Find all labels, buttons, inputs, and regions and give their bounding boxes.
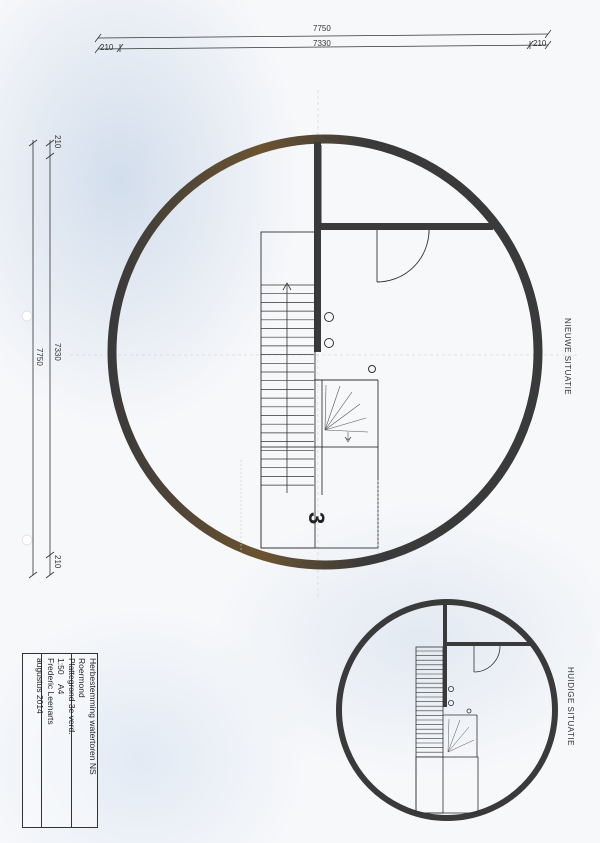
dim-left-total: 7750 xyxy=(35,348,44,366)
pipe-circle xyxy=(369,366,376,373)
current-situation-plan xyxy=(339,602,555,818)
title-scale-format xyxy=(56,658,67,826)
pipe-circle xyxy=(325,339,334,348)
label-new-situation: NIEUWE SITUATIE xyxy=(563,318,572,396)
title-location: Roermond xyxy=(77,658,88,698)
dim-top-inner: 7330 xyxy=(313,39,331,48)
dim-left-bottom-wall: 210 xyxy=(53,555,62,569)
punch-hole-bottom xyxy=(22,535,32,545)
dim-left-inner: 7330 xyxy=(53,343,62,361)
title-author: Frederic Leenarts xyxy=(45,658,56,725)
dim-top-total: 7750 xyxy=(313,24,331,33)
pipe-circle xyxy=(325,313,334,322)
title-scale: 1:50 xyxy=(56,658,67,675)
label-current-situation: HUIDIGE SITUATIE xyxy=(566,667,575,746)
new-situation-plan xyxy=(70,90,580,600)
dim-top-left-wall: 210 xyxy=(100,43,114,52)
dim-left-top-wall: 210 xyxy=(53,135,62,149)
title-project: Herbestemming watertoren NS xyxy=(88,658,98,775)
title-format: A4 xyxy=(56,684,67,695)
tower-outer-wall xyxy=(112,139,538,565)
title-block-text xyxy=(34,658,98,826)
punch-hole-top xyxy=(22,311,32,321)
interior-wall-horizontal xyxy=(321,223,493,230)
winder-stair xyxy=(325,385,368,440)
stair-treads xyxy=(261,285,314,485)
title-date: augustus 2014 xyxy=(35,658,46,714)
dim-top-right-wall: 210 xyxy=(533,39,547,48)
title-drawing: Plattegrond 3e verd. xyxy=(66,658,77,735)
title-block xyxy=(22,653,98,828)
floor-number: 3 xyxy=(304,512,329,525)
door-swing xyxy=(377,230,429,282)
